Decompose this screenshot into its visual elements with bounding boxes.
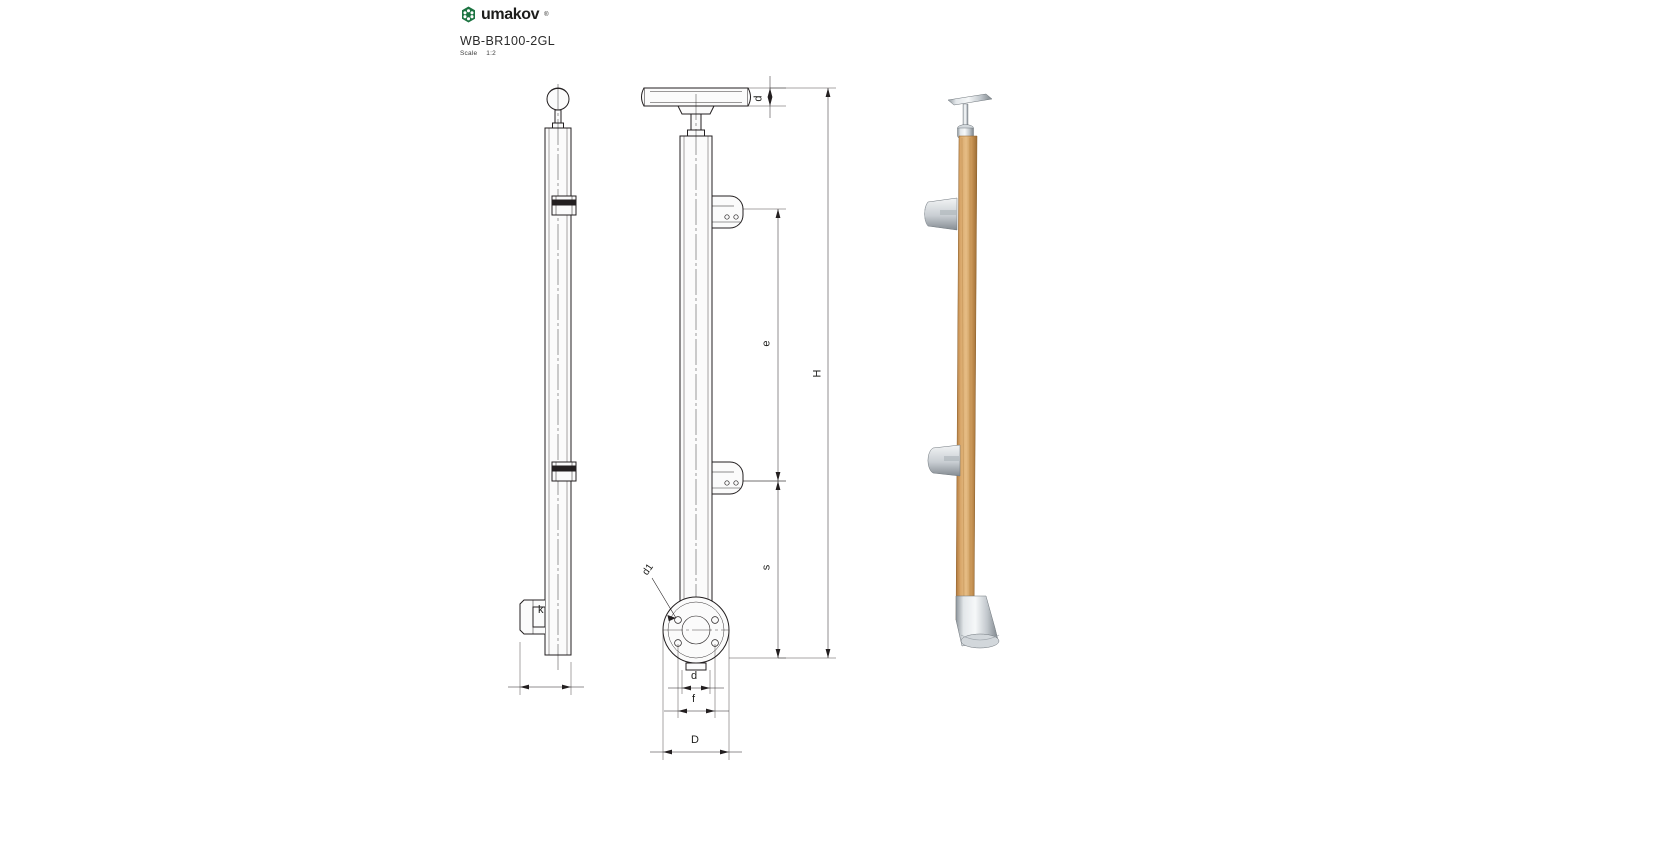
product-3d-render-view bbox=[900, 80, 1100, 660]
dimension-label-s: s bbox=[760, 564, 773, 571]
dimension-label-k: k bbox=[538, 604, 544, 616]
scale-value: 1:2 bbox=[486, 50, 496, 57]
dimension-label-H: H bbox=[811, 369, 824, 378]
dimension-label-e: e bbox=[760, 340, 773, 347]
front-elevation-view bbox=[630, 70, 860, 790]
dimension-label-f: f bbox=[692, 693, 696, 705]
scale-label: Scale bbox=[460, 50, 478, 57]
scale-row bbox=[460, 50, 496, 57]
brand-name: umakov bbox=[481, 5, 540, 23]
brand-registered-mark: ® bbox=[544, 11, 549, 18]
dimension-label-D: D bbox=[691, 734, 699, 746]
dimension-label-d-base: d bbox=[691, 670, 698, 682]
brand-logo bbox=[460, 6, 549, 23]
hex-flower-logo-icon bbox=[460, 6, 477, 23]
dimension-label-d-top: d bbox=[752, 95, 765, 102]
product-code: WB-BR100-2GL bbox=[460, 34, 556, 48]
side-elevation-view bbox=[500, 70, 640, 720]
dimension-label-d1: d1 bbox=[640, 562, 656, 578]
